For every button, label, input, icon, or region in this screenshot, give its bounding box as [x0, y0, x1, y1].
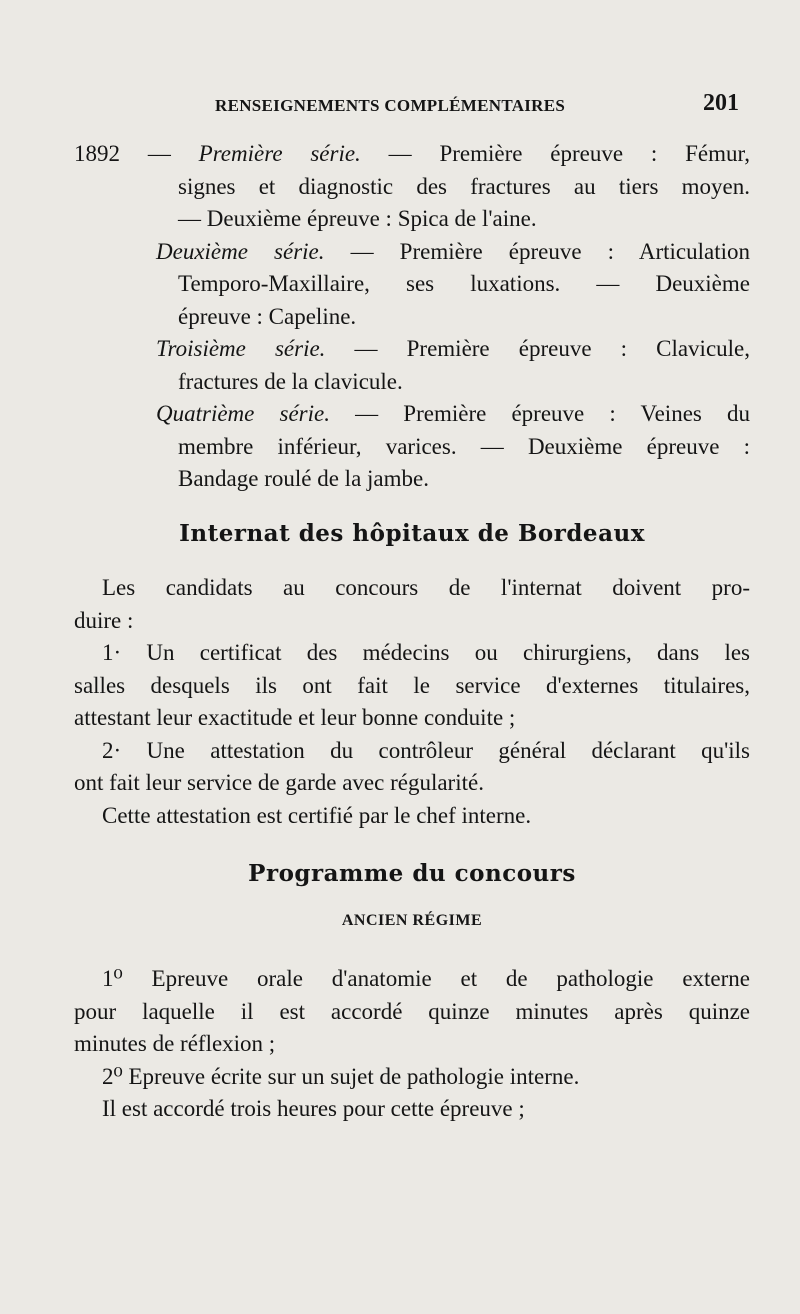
line-text: — Première épreuve : Clavicule, [325, 336, 750, 361]
list-line: membre inférieur, varices. — Deuxième épreuve : [178, 433, 750, 459]
list-line [74, 333, 750, 366]
line-text: — Première épreuve : Articulation [324, 238, 751, 264]
line-text: — Première épreuve : Fémur, [360, 141, 751, 166]
internat-section [74, 572, 750, 832]
paragraph-line: Les candidats au concours de l'internat doivent pro- [102, 575, 750, 600]
list-line [74, 138, 750, 171]
list-line [74, 398, 750, 431]
paragraph-line: salles desquels ils ont fait le service d'externes titulaires, [74, 672, 750, 698]
paragraph-line: pour laquelle il est accordé quinze minutes après quinze [74, 998, 750, 1024]
list-line: Bandage roulé de la jambe. [178, 466, 429, 491]
list-line: Temporo-Maxillaire, ses luxations. — Deuxième [178, 271, 750, 296]
section-subtitle: ANCIEN RÉGIME [341, 911, 483, 929]
list-line [74, 236, 750, 269]
paragraph-line: 1· Un certificat des médecins ou chirurgiens, dans les [102, 640, 750, 665]
list-line: — Deuxième épreuve : Spica de l'aine. [178, 206, 537, 231]
page-body [74, 138, 750, 1126]
programme-section [74, 963, 750, 1126]
list-line: épreuve : Capeline. [178, 303, 357, 329]
page-header [0, 88, 800, 128]
paragraph-line: 1⁰ Epreuve orale d'anatomie et de pathologie externe [102, 966, 750, 991]
page-number: 201 [703, 90, 739, 116]
paragraph-line: Cette attestation est certifié par le chef interne. [102, 802, 532, 828]
paragraph-line: ont fait leur service de garde avec régularité. [74, 770, 484, 795]
paragraph-line: 2⁰ Epreuve écrite sur un sujet de pathologie interne. [102, 1063, 580, 1089]
year-label: 1892 — [74, 141, 199, 166]
paragraph-line: Il est accordé trois heures pour cette épreuve ; [102, 1096, 525, 1121]
paragraph-line: duire : [74, 607, 134, 633]
line-text: — Première épreuve : Veines du [329, 401, 751, 426]
running-title: RENSEIGNEMENTS COMPLÉMENTAIRES [215, 96, 566, 115]
serie-label: Quatrième série. [156, 401, 330, 426]
list-line: signes et diagnostic des fractures au tiers moyen. [178, 173, 750, 199]
list-line: fractures de la clavicule. [178, 368, 403, 394]
section-title-internat: Internat des hôpitaux de Bordeaux [179, 519, 645, 547]
serie-label: Première série. [198, 141, 361, 166]
paragraph-line: minutes de réflexion ; [74, 1031, 276, 1056]
paragraph-line: 2· Une attestation du contrôleur général déclarant qu'ils [102, 737, 750, 763]
serie-label: Troisième série. [156, 336, 326, 361]
section-title-programme: Programme du concours [248, 860, 576, 887]
list-1892 [74, 138, 750, 496]
serie-label: Deuxième série. [156, 238, 325, 264]
paragraph-line: attestant leur exactitude et leur bonne conduite ; [74, 705, 516, 730]
